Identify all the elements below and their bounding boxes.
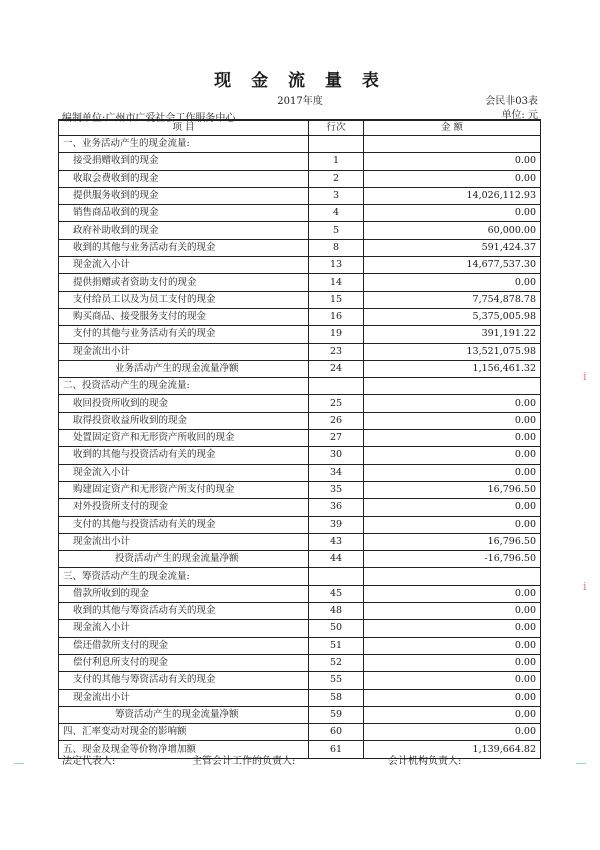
row-item-label: 现金流出小计 — [59, 689, 309, 706]
row-line-number: 55 — [309, 672, 364, 689]
table-row — [59, 170, 541, 187]
row-item-label: 投资活动产生的现金流量净额 — [59, 551, 309, 568]
row-line-number: 58 — [309, 689, 364, 706]
row-item-label: 购建固定资产和无形资产所支付的现金 — [59, 481, 309, 498]
row-line-number: 59 — [309, 706, 364, 723]
row-line-number — [309, 568, 364, 585]
margin-stamp-mark: ⅰ — [583, 370, 587, 383]
row-line-number: 3 — [309, 187, 364, 204]
row-item-label: 支付的其他与筹资活动有关的现金 — [59, 672, 309, 689]
row-line-number: 45 — [309, 585, 364, 602]
table-row — [59, 412, 541, 429]
row-amount — [364, 378, 541, 395]
table-row — [59, 343, 541, 360]
table-row — [59, 741, 541, 758]
row-line-number: 30 — [309, 447, 364, 464]
cash-flow-table — [58, 119, 541, 759]
row-amount — [364, 568, 541, 585]
row-item-label: 取得投资收益所收到的现金 — [59, 412, 309, 429]
table-row — [59, 672, 541, 689]
row-amount: 0.00 — [364, 153, 541, 170]
table-row — [59, 637, 541, 654]
table-row — [59, 654, 541, 671]
row-line-number: 1 — [309, 153, 364, 170]
row-amount: 0.00 — [364, 654, 541, 671]
row-amount: 5,375,005.98 — [364, 308, 541, 325]
table-row — [59, 257, 541, 274]
row-item-label: 收到的其他与投资活动有关的现金 — [59, 447, 309, 464]
row-amount: 13,521,075.98 — [364, 343, 541, 360]
row-line-number — [309, 136, 364, 153]
row-amount: 0.00 — [364, 205, 541, 222]
row-line-number: 13 — [309, 257, 364, 274]
row-item-label: 借款所收到的现金 — [59, 585, 309, 602]
row-amount: 0.00 — [364, 499, 541, 516]
row-line-number: 60 — [309, 724, 364, 741]
column-header-amount: 金 额 — [364, 120, 541, 136]
row-item-label: 收回投资所收到的现金 — [59, 395, 309, 412]
reporting-entity: 编制单位:广州市广爱社会工作服务中心 — [62, 113, 236, 124]
table-row — [59, 308, 541, 325]
row-item-label: 处置固定资产和无形资产所收回的现金 — [59, 430, 309, 447]
row-amount: 0.00 — [364, 430, 541, 447]
row-line-number: 61 — [309, 741, 364, 758]
table-row — [59, 481, 541, 498]
row-item-label: 对外投资所支付的现金 — [59, 499, 309, 516]
row-line-number: 26 — [309, 412, 364, 429]
row-line-number: 52 — [309, 654, 364, 671]
row-amount: 0.00 — [364, 637, 541, 654]
table-row — [59, 326, 541, 343]
row-amount: 1,139,664.82 — [364, 741, 541, 758]
row-line-number: 5 — [309, 222, 364, 239]
row-item-label: 政府补助收到的现金 — [59, 222, 309, 239]
row-amount: 0.00 — [364, 672, 541, 689]
table-row — [59, 551, 541, 568]
row-amount: 14,677,537.30 — [364, 257, 541, 274]
legal-representative-label: 法定代表人: — [62, 756, 116, 767]
row-item-label: 提供服务收到的现金 — [59, 187, 309, 204]
row-item-label: 支付给员工以及为员工支付的现金 — [59, 291, 309, 308]
row-line-number: 25 — [309, 395, 364, 412]
row-item-label: 现金流出小计 — [59, 533, 309, 550]
row-line-number: 50 — [309, 620, 364, 637]
row-item-label: 现金流入小计 — [59, 257, 309, 274]
row-amount: 16,796.50 — [364, 533, 541, 550]
row-line-number: 43 — [309, 533, 364, 550]
row-line-number: 35 — [309, 481, 364, 498]
table-row — [59, 153, 541, 170]
row-item-label: 支付的其他与业务活动有关的现金 — [59, 326, 309, 343]
row-amount: 0.00 — [364, 274, 541, 291]
row-item-label: 接受捐赠收到的现金 — [59, 153, 309, 170]
table-row — [59, 568, 541, 585]
row-amount: 0.00 — [364, 706, 541, 723]
table-row — [59, 205, 541, 222]
table-row — [59, 360, 541, 377]
table-row — [59, 222, 541, 239]
row-amount: 0.00 — [364, 585, 541, 602]
row-line-number — [309, 378, 364, 395]
row-line-number: 14 — [309, 274, 364, 291]
row-item-label: 销售商品收到的现金 — [59, 205, 309, 222]
accounting-head-label: 主管会计工作的负责人: — [192, 756, 296, 767]
row-line-number: 16 — [309, 308, 364, 325]
report-year: 2017年度 — [277, 96, 323, 107]
row-line-number: 48 — [309, 603, 364, 620]
scan-edge-mark — [14, 763, 24, 764]
row-amount: 0.00 — [364, 620, 541, 637]
row-amount: 0.00 — [364, 170, 541, 187]
row-item-label: 五、现金及现金等价物净增加额 — [59, 741, 309, 758]
margin-stamp-mark: ⅰ — [583, 580, 587, 593]
column-header-item: 项 目 — [59, 120, 309, 136]
row-line-number: 2 — [309, 170, 364, 187]
row-amount: 0.00 — [364, 447, 541, 464]
table-row — [59, 378, 541, 395]
row-line-number: 15 — [309, 291, 364, 308]
scan-edge-mark — [576, 763, 586, 764]
row-line-number: 36 — [309, 499, 364, 516]
row-amount: 60,000.00 — [364, 222, 541, 239]
row-amount: 0.00 — [364, 464, 541, 481]
row-amount: 0.00 — [364, 724, 541, 741]
row-amount: 0.00 — [364, 603, 541, 620]
table-row — [59, 724, 541, 741]
report-title: 现 金 流 量 表 — [214, 71, 386, 91]
row-item-label: 三、筹资活动产生的现金流量: — [59, 568, 309, 585]
row-line-number: 44 — [309, 551, 364, 568]
row-line-number: 23 — [309, 343, 364, 360]
row-item-label: 现金流入小计 — [59, 620, 309, 637]
accounting-dept-head-label: 会计机构负责人: — [388, 756, 462, 767]
row-amount: 16,796.50 — [364, 481, 541, 498]
row-item-label: 支付的其他与投资活动有关的现金 — [59, 516, 309, 533]
row-line-number: 34 — [309, 464, 364, 481]
row-item-label: 偿付利息所支付的现金 — [59, 654, 309, 671]
form-number: 会民非03表 — [485, 96, 538, 107]
column-header-line: 行次 — [309, 120, 364, 136]
table-row — [59, 291, 541, 308]
table-row — [59, 533, 541, 550]
table-row — [59, 516, 541, 533]
table-row — [59, 136, 541, 153]
row-item-label: 收到的其他与筹资活动有关的现金 — [59, 603, 309, 620]
table-row — [59, 603, 541, 620]
row-amount: 1,156,461.32 — [364, 360, 541, 377]
row-amount — [364, 136, 541, 153]
row-item-label: 购买商品、接受服务支付的现金 — [59, 308, 309, 325]
table-row — [59, 395, 541, 412]
table-row — [59, 187, 541, 204]
row-amount: 591,424.37 — [364, 239, 541, 256]
row-item-label: 现金流入小计 — [59, 464, 309, 481]
row-item-label: 业务活动产生的现金流量净额 — [59, 360, 309, 377]
currency-unit: 单位: 元 — [501, 110, 538, 121]
table-row — [59, 706, 541, 723]
row-amount: 14,026,112.93 — [364, 187, 541, 204]
row-amount: -16,796.50 — [364, 551, 541, 568]
row-amount: 391,191.22 — [364, 326, 541, 343]
row-item-label: 收到的其他与业务活动有关的现金 — [59, 239, 309, 256]
row-line-number: 4 — [309, 205, 364, 222]
table-row — [59, 447, 541, 464]
row-amount: 0.00 — [364, 395, 541, 412]
table-row — [59, 585, 541, 602]
row-line-number: 8 — [309, 239, 364, 256]
table-row — [59, 689, 541, 706]
table-row — [59, 430, 541, 447]
row-item-label: 二、投资活动产生的现金流量: — [59, 378, 309, 395]
row-item-label: 提供捐赠或者资助支付的现金 — [59, 274, 309, 291]
row-line-number: 24 — [309, 360, 364, 377]
row-item-label: 收取会费收到的现金 — [59, 170, 309, 187]
row-line-number: 27 — [309, 430, 364, 447]
row-item-label: 一、业务活动产生的现金流量: — [59, 136, 309, 153]
table-row — [59, 464, 541, 481]
row-item-label: 筹资活动产生的现金流量净额 — [59, 706, 309, 723]
table-row — [59, 620, 541, 637]
row-item-label: 偿还借款所支付的现金 — [59, 637, 309, 654]
row-line-number: 51 — [309, 637, 364, 654]
row-amount: 7,754,878.78 — [364, 291, 541, 308]
row-item-label: 四、汇率变动对现金的影响额 — [59, 724, 309, 741]
row-amount: 0.00 — [364, 689, 541, 706]
table-row — [59, 239, 541, 256]
table-row — [59, 274, 541, 291]
row-item-label: 现金流出小计 — [59, 343, 309, 360]
row-amount: 0.00 — [364, 516, 541, 533]
row-line-number: 19 — [309, 326, 364, 343]
row-amount: 0.00 — [364, 412, 541, 429]
row-line-number: 39 — [309, 516, 364, 533]
table-header-row — [59, 120, 541, 136]
table-row — [59, 499, 541, 516]
